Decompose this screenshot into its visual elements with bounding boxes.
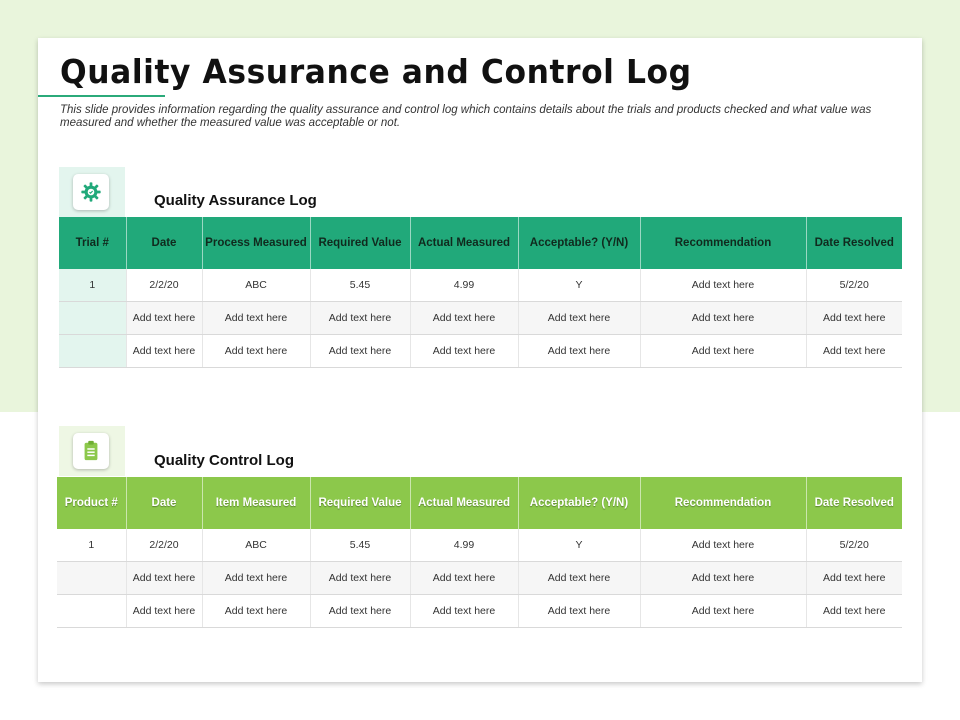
table-cell: Add text here <box>410 562 518 595</box>
table-cell <box>59 335 126 368</box>
qa-icon-tile <box>73 174 109 210</box>
table-row <box>59 335 902 368</box>
table-cell: Add text here <box>518 302 640 335</box>
table-cell: Add text here <box>640 529 806 562</box>
table-cell <box>59 302 126 335</box>
table-cell: Y <box>518 529 640 562</box>
qc-header-cell: Date Resolved <box>806 477 902 529</box>
qc-table <box>57 477 902 628</box>
table-cell: Add text here <box>518 335 640 368</box>
qa-header-cell: Date Resolved <box>806 217 902 269</box>
table-cell <box>57 562 126 595</box>
table-cell: 1 <box>57 529 126 562</box>
table-cell: Add text here <box>202 562 310 595</box>
table-cell: 5/2/20 <box>806 529 902 562</box>
table-cell: 2/2/20 <box>126 529 202 562</box>
table-cell: Add text here <box>806 562 902 595</box>
gear-icon <box>80 181 102 203</box>
table-cell: Add text here <box>126 302 202 335</box>
table-cell: Add text here <box>202 595 310 628</box>
table-cell: Add text here <box>310 335 410 368</box>
table-cell: Add text here <box>806 335 902 368</box>
qc-section-title: Quality Control Log <box>154 452 294 469</box>
table-cell: Add text here <box>410 302 518 335</box>
table-cell: 5.45 <box>310 269 410 302</box>
qa-icon-box <box>59 167 125 217</box>
qa-header-cell: Actual Measured <box>410 217 518 269</box>
slide-card <box>38 38 922 682</box>
qa-header-cell: Trial # <box>59 217 126 269</box>
table-cell: ABC <box>202 529 310 562</box>
qa-header-cell: Required Value <box>310 217 410 269</box>
table-row <box>57 529 902 562</box>
table-cell: Add text here <box>518 595 640 628</box>
table-cell: Add text here <box>310 302 410 335</box>
table-row <box>57 562 902 595</box>
slide-description: This slide provides information regarding the quality assurance and control log which contains details about the trials and products checked and what value was measured and whether the measured value was acceptable or not. <box>60 104 872 129</box>
table-cell: Add text here <box>806 302 902 335</box>
table-cell: Add text here <box>640 302 806 335</box>
qa-header-cell: Date <box>126 217 202 269</box>
qc-header-cell: Required Value <box>310 477 410 529</box>
table-cell: 1 <box>59 269 126 302</box>
table-cell: Add text here <box>640 562 806 595</box>
table-cell: Add text here <box>640 595 806 628</box>
qa-header-row <box>59 217 902 269</box>
table-cell: 4.99 <box>410 529 518 562</box>
table-cell: ABC <box>202 269 310 302</box>
clipboard-icon <box>81 440 101 462</box>
table-cell: Add text here <box>202 302 310 335</box>
table-cell <box>57 595 126 628</box>
table-cell: 2/2/20 <box>126 269 202 302</box>
qa-table <box>59 217 902 368</box>
table-cell: Add text here <box>640 269 806 302</box>
table-cell: Add text here <box>410 595 518 628</box>
table-cell: Y <box>518 269 640 302</box>
table-row <box>59 302 902 335</box>
qc-header-cell: Recommendation <box>640 477 806 529</box>
page-title: Quality Assurance and Control Log <box>60 52 692 91</box>
table-cell: 4.99 <box>410 269 518 302</box>
table-cell: Add text here <box>518 562 640 595</box>
qc-header-cell: Date <box>126 477 202 529</box>
qa-section-title: Quality Assurance Log <box>154 192 317 209</box>
table-cell: Add text here <box>410 335 518 368</box>
table-cell: Add text here <box>202 335 310 368</box>
table-cell: Add text here <box>310 562 410 595</box>
qc-header-cell: Acceptable? (Y/N) <box>518 477 640 529</box>
table-row <box>59 269 902 302</box>
table-cell: 5.45 <box>310 529 410 562</box>
qa-header-cell: Acceptable? (Y/N) <box>518 217 640 269</box>
table-cell: Add text here <box>126 562 202 595</box>
title-underline <box>38 95 165 97</box>
table-cell: Add text here <box>806 595 902 628</box>
table-cell: Add text here <box>126 335 202 368</box>
qc-header-cell: Actual Measured <box>410 477 518 529</box>
qc-header-cell: Product # <box>57 477 126 529</box>
table-cell: Add text here <box>310 595 410 628</box>
qc-icon-box <box>59 426 125 476</box>
table-cell: 5/2/20 <box>806 269 902 302</box>
qa-header-cell: Process Measured <box>202 217 310 269</box>
qc-header-cell: Item Measured <box>202 477 310 529</box>
table-cell: Add text here <box>126 595 202 628</box>
table-cell: Add text here <box>640 335 806 368</box>
qa-header-cell: Recommendation <box>640 217 806 269</box>
table-row <box>57 595 902 628</box>
qc-header-row <box>57 477 902 529</box>
qc-icon-tile <box>73 433 109 469</box>
